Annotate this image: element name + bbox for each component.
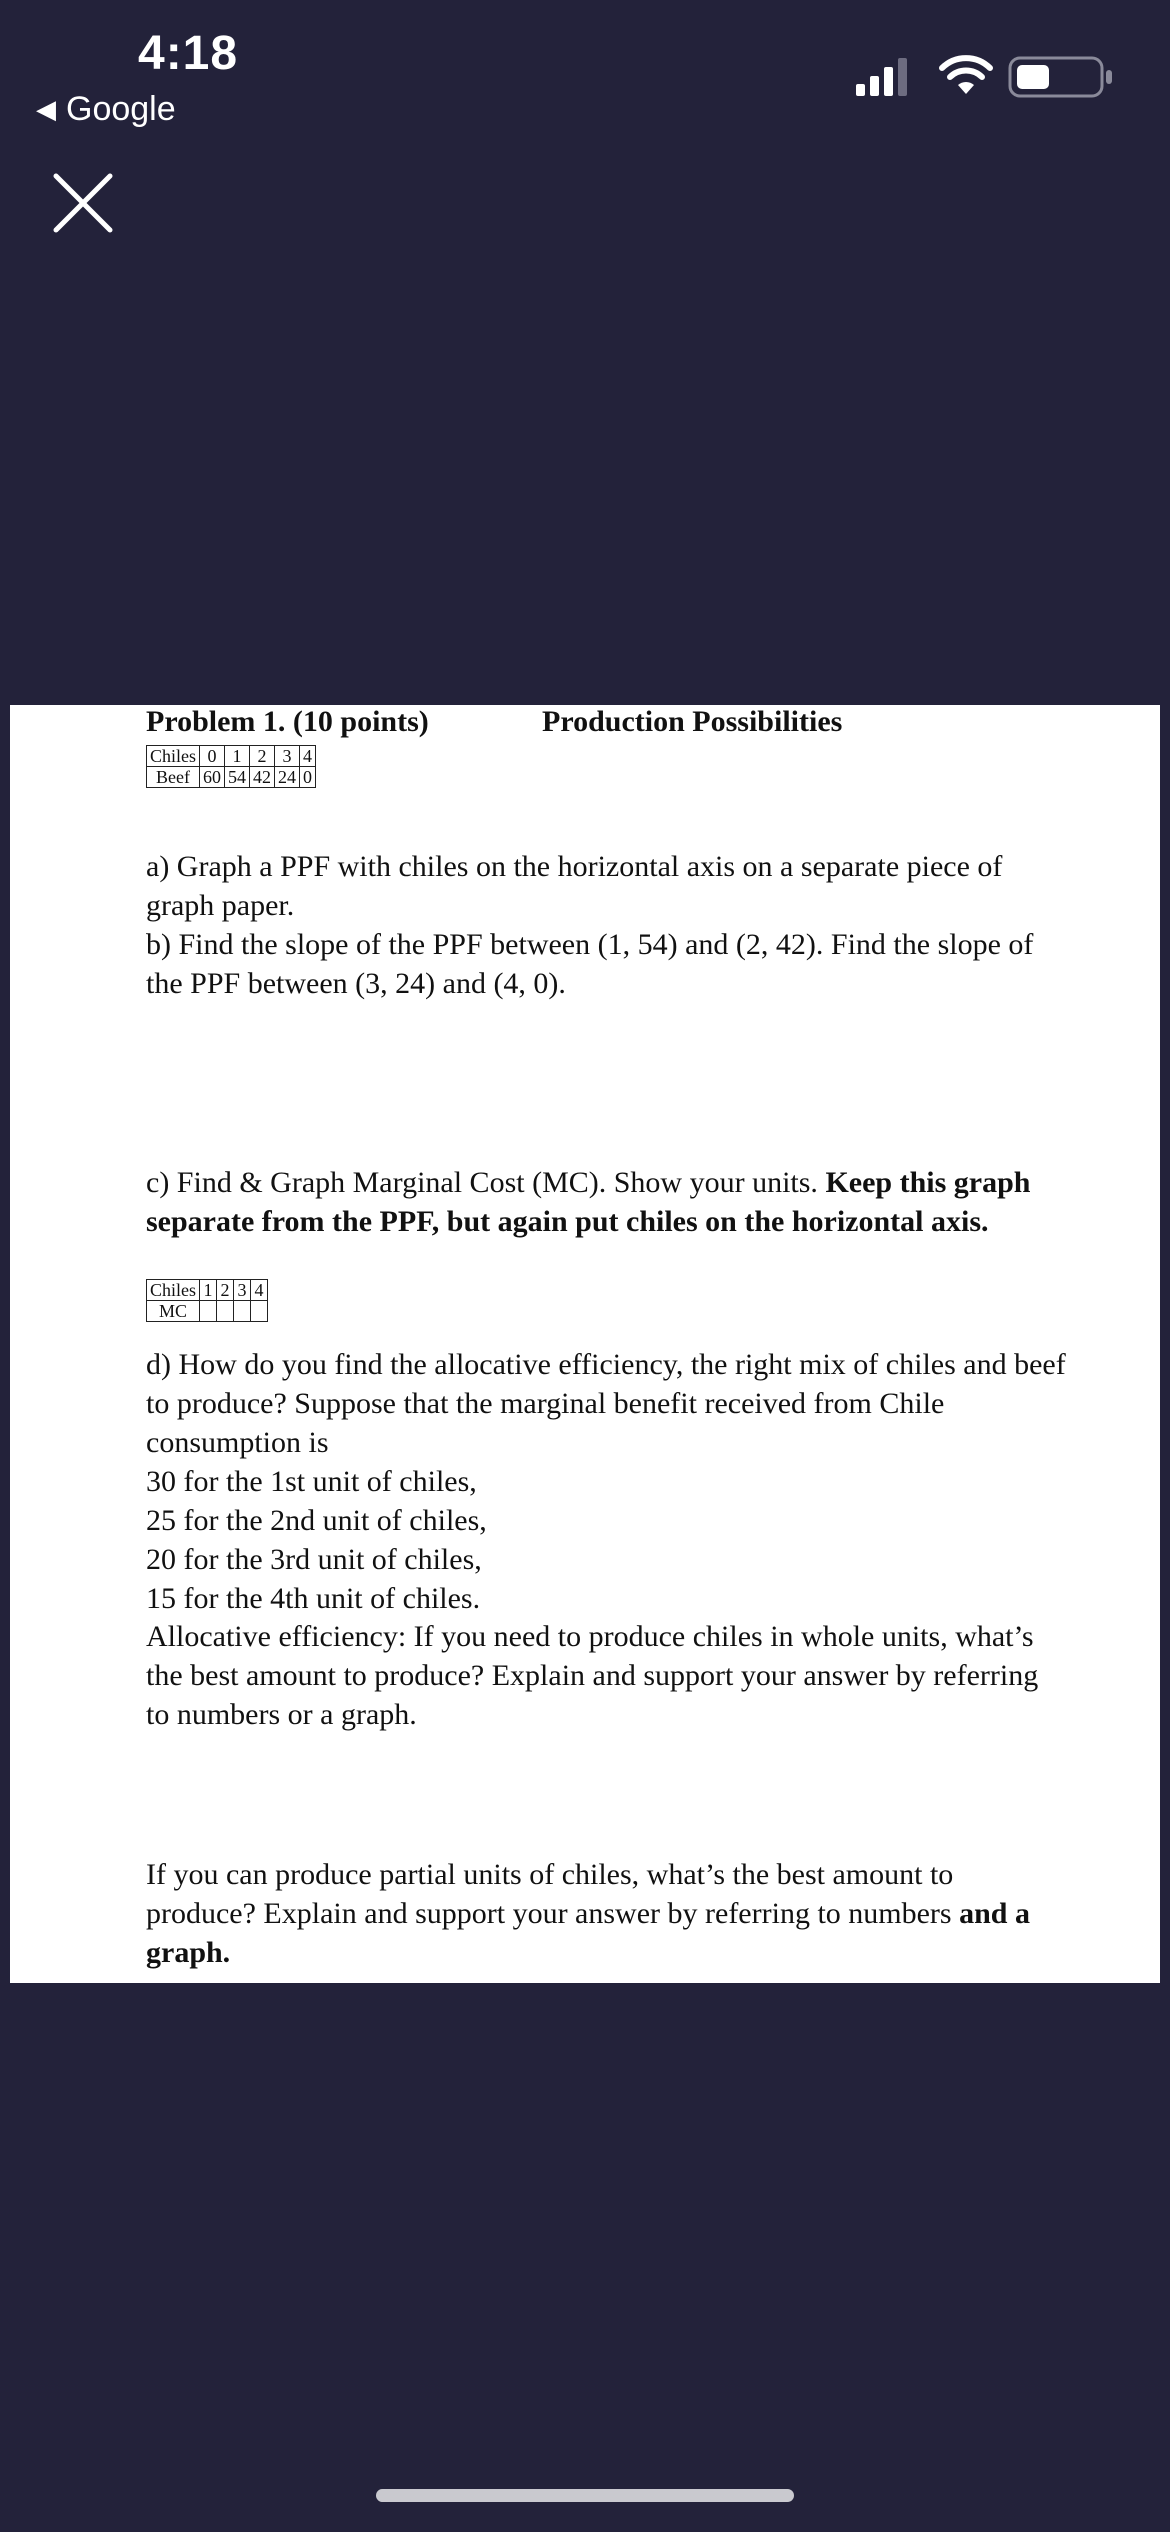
back-triangle-icon: ◀	[36, 94, 56, 124]
back-to-google-link[interactable]	[36, 90, 176, 129]
part-d-text: d) How do you find the allocative efficiency, the right mix of chiles and beef to produce? Suppose that the marginal benefit received from Chile consumption is	[146, 1348, 1066, 1459]
table-cell: 1	[225, 746, 250, 767]
document-image	[10, 705, 1160, 1983]
problem-title	[146, 705, 843, 739]
table-cell: 4	[251, 1280, 268, 1301]
parts-a-b	[146, 847, 1066, 1003]
allocative-text: Allocative efficiency: If you need to produce chiles in whole units, what’s the best amount to produce? Explain and support your answer by referring to numbers or a graph.	[146, 1620, 1039, 1731]
table-row	[147, 1301, 268, 1322]
mb-line: 25 for the 2nd unit of chiles,	[146, 1504, 487, 1537]
ppf-table	[146, 745, 316, 788]
table-cell: 3	[275, 746, 300, 767]
table-cell: 42	[250, 767, 275, 788]
table-cell	[251, 1301, 268, 1322]
signal-icon	[856, 58, 912, 96]
part-d	[146, 1345, 1066, 1618]
table-cell: 1	[200, 1280, 217, 1301]
part-c-text	[146, 1163, 1066, 1241]
home-indicator[interactable]	[376, 2489, 794, 2502]
table-row	[147, 746, 316, 767]
back-app-label: Google	[66, 90, 176, 128]
table-cell: 24	[275, 767, 300, 788]
table-cell	[234, 1301, 251, 1322]
table-cell: Chiles	[147, 746, 200, 767]
mb-line: 20 for the 3rd unit of chiles,	[146, 1543, 482, 1576]
part-a-text: a) Graph a PPF with chiles on the horizontal axis on a separate piece of graph paper.	[146, 850, 1003, 922]
table-cell: 4	[300, 746, 316, 767]
wifi-icon	[938, 54, 994, 96]
partial-text	[146, 1855, 1066, 1972]
table-row	[147, 767, 316, 788]
partial-units	[146, 1855, 1066, 1972]
table-cell: MC	[147, 1301, 200, 1322]
table-cell: 0	[300, 767, 316, 788]
part-c-normal: c) Find & Graph Marginal Cost (MC). Show your units.	[146, 1166, 826, 1199]
partial-bold: and a graph.	[146, 1897, 1030, 1969]
table-cell: 3	[234, 1280, 251, 1301]
allocative-efficiency	[146, 1617, 1066, 1734]
table-cell: Beef	[147, 767, 200, 788]
table-cell: 2	[217, 1280, 234, 1301]
battery-icon	[1008, 56, 1114, 98]
table-cell	[217, 1301, 234, 1322]
status-time: 4:18	[138, 27, 239, 80]
partial-normal: If you can produce partial units of chiles, what’s the best amount to produce? Explain and support your answer by referring to numbers	[146, 1858, 960, 1930]
part-c	[146, 1163, 1066, 1241]
close-icon[interactable]	[52, 172, 114, 234]
title-right: Production Possibilities	[542, 705, 843, 738]
table-cell: Chiles	[147, 1280, 200, 1301]
mc-table	[146, 1279, 268, 1322]
table-cell: 0	[200, 746, 225, 767]
mb-line: 15 for the 4th unit of chiles.	[146, 1582, 481, 1615]
table-cell: 60	[200, 767, 225, 788]
title-left: Problem 1. (10 points)	[146, 705, 429, 738]
table-cell: 54	[225, 767, 250, 788]
table-cell: 2	[250, 746, 275, 767]
mb-line: 30 for the 1st unit of chiles,	[146, 1465, 477, 1498]
part-c-bold: Keep this graph separate from the PPF, but again put chiles on the horizontal axis.	[146, 1166, 1031, 1238]
table-cell	[200, 1301, 217, 1322]
table-row	[147, 1280, 268, 1301]
part-b-text: b) Find the slope of the PPF between (1, 54) and (2, 42). Find the slope of the PPF between (3, 24) and (4, 0).	[146, 928, 1034, 1000]
